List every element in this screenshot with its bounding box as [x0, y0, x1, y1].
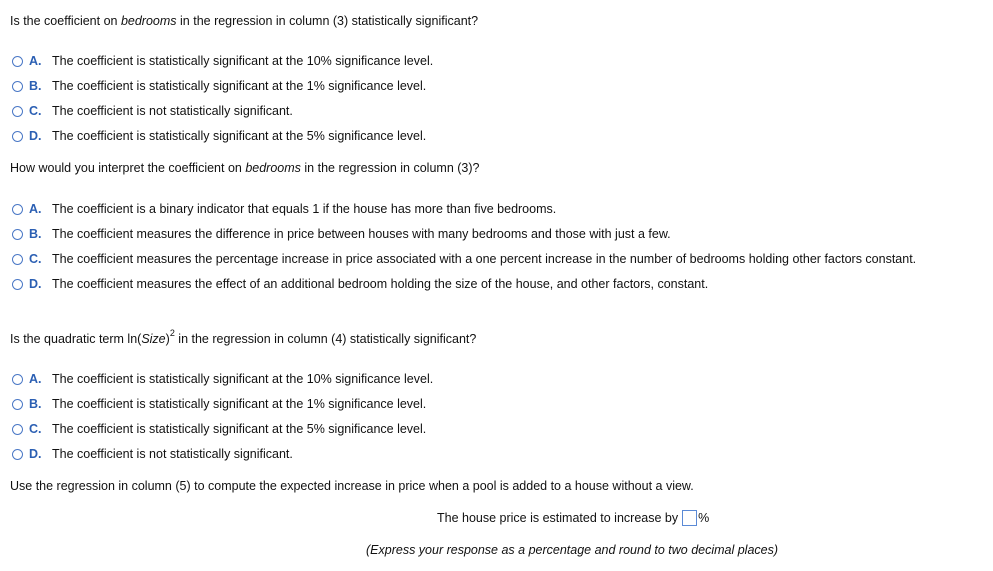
answer-line	[437, 510, 709, 526]
option-text: The coefficient is statistically significant at the 1% significance level.	[52, 397, 427, 411]
answer-hint: (Express your response as a percentage and round to two decimal places)	[366, 543, 779, 557]
option-letter: C.	[29, 422, 42, 436]
radio-button[interactable]	[12, 131, 23, 142]
option-text: The coefficient is a binary indicator that equals 1 if the house has more than five bedrooms.	[52, 202, 557, 216]
option-letter: A.	[29, 54, 42, 68]
radio-button[interactable]	[12, 399, 23, 410]
option-text: The coefficient measures the percentage increase in price associated with a one percent increase in the number of bedrooms holding other factors constant.	[52, 252, 917, 266]
option-letter: D.	[29, 277, 42, 291]
answer-prefix: The house price is estimated to increase by	[437, 511, 679, 525]
question-2-text	[10, 161, 479, 175]
radio-button[interactable]	[12, 279, 23, 290]
answer-input[interactable]	[682, 510, 697, 526]
question-4-text: Use the regression in column (5) to compute the expected increase in price when a pool is added to a house without a view.	[10, 479, 694, 493]
percent-sign: %	[698, 511, 710, 525]
q3-option-b[interactable]	[12, 396, 426, 412]
q2-option-c[interactable]	[12, 251, 916, 267]
question-3-superscript: 2	[169, 328, 175, 338]
q1-option-c[interactable]	[12, 103, 293, 119]
q3-option-c[interactable]	[12, 421, 426, 437]
option-text: The coefficient measures the effect of an additional bedroom holding the size of the house, and other factors, constant.	[52, 277, 709, 291]
question-2-prefix: How would you interpret the coefficient on	[10, 161, 246, 175]
option-letter: B.	[29, 79, 42, 93]
question-3-close-paren: )	[165, 332, 170, 347]
radio-button[interactable]	[12, 81, 23, 92]
option-text: The coefficient is not statistically significant.	[52, 104, 293, 118]
option-letter: B.	[29, 227, 42, 241]
option-letter: C.	[29, 252, 42, 266]
q1-option-d[interactable]	[12, 128, 426, 144]
option-text: The coefficient is statistically significant at the 10% significance level.	[52, 372, 434, 386]
question-3-prefix: Is the quadratic term ln(	[10, 332, 142, 347]
question-1-text	[10, 14, 478, 28]
option-text: The coefficient is statistically significant at the 1% significance level.	[52, 79, 427, 93]
radio-button[interactable]	[12, 106, 23, 117]
option-letter: D.	[29, 129, 42, 143]
option-text: The coefficient is statistically significant at the 5% significance level.	[52, 129, 427, 143]
question-3-emphasis: Size	[141, 332, 166, 347]
option-text: The coefficient is statistically significant at the 5% significance level.	[52, 422, 427, 436]
q3-option-d[interactable]	[12, 446, 293, 462]
q1-option-b[interactable]	[12, 78, 426, 94]
option-text: The coefficient is statistically significant at the 10% significance level.	[52, 54, 434, 68]
question-3-suffix: in the regression in column (4) statistically significant?	[174, 332, 477, 347]
radio-button[interactable]	[12, 204, 23, 215]
option-letter: D.	[29, 447, 42, 461]
radio-button[interactable]	[12, 449, 23, 460]
radio-button[interactable]	[12, 374, 23, 385]
option-text: The coefficient measures the difference in price between houses with many bedrooms and those with just a few.	[52, 227, 671, 241]
q3-option-a[interactable]	[12, 371, 433, 387]
q2-option-d[interactable]	[12, 276, 708, 292]
question-3-text	[10, 330, 476, 346]
option-letter: A.	[29, 372, 42, 386]
radio-button[interactable]	[12, 229, 23, 240]
question-2-suffix: in the regression in column (3)?	[300, 161, 480, 175]
option-letter: A.	[29, 202, 42, 216]
option-letter: B.	[29, 397, 42, 411]
q1-option-a[interactable]	[12, 53, 433, 69]
radio-button[interactable]	[12, 424, 23, 435]
option-text: The coefficient is not statistically significant.	[52, 447, 293, 461]
option-letter: C.	[29, 104, 42, 118]
question-2-emphasis: bedrooms	[245, 161, 301, 175]
question-1-prefix: Is the coefficient on	[10, 14, 121, 28]
q2-option-a[interactable]	[12, 201, 556, 217]
question-1-suffix: in the regression in column (3) statistically significant?	[176, 14, 479, 28]
radio-button[interactable]	[12, 56, 23, 67]
radio-button[interactable]	[12, 254, 23, 265]
question-1-emphasis: bedrooms	[120, 14, 177, 28]
q2-option-b[interactable]	[12, 226, 671, 242]
